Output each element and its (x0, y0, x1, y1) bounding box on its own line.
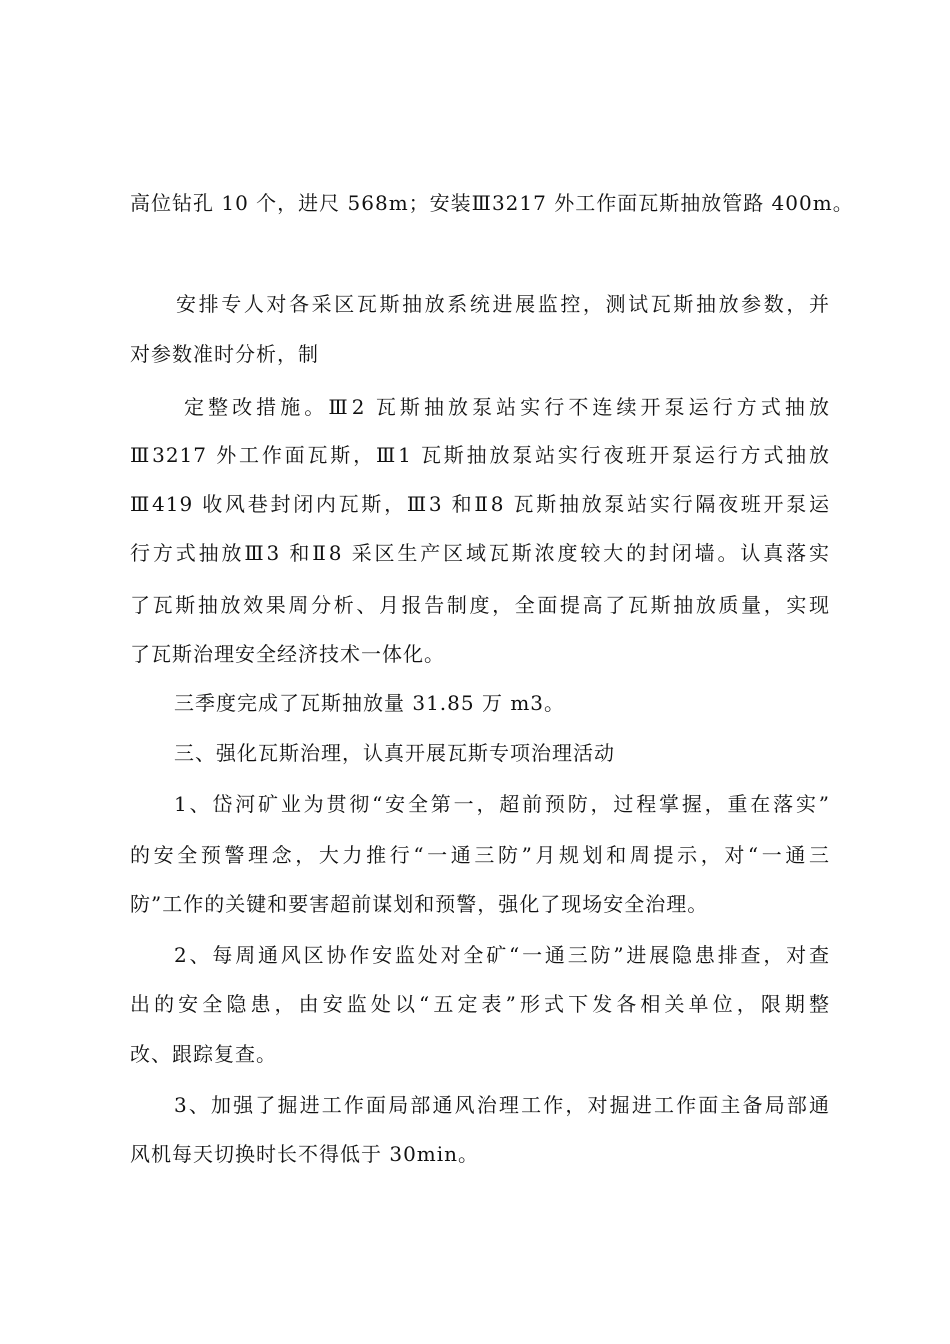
text-line-14: 防”工作的关键和要害超前谋划和预警，强化了现场安全治理。 (130, 892, 709, 916)
section-heading: 三、强化瓦斯治理，认真开展瓦斯专项治理活动 (174, 741, 615, 765)
text-line-16: 出的安全隐患，由安监处以“五定表”形式下发各相关单位，限期整 (130, 992, 830, 1016)
text-line-7: 行方式抽放Ⅲ3 和Ⅱ8 采区生产区域瓦斯浓度较大的封闭墙。认真落实 (130, 541, 830, 565)
text-line-1: 高位钻孔 10 个，进尺 568m；安装Ⅲ3217 外工作面瓦斯抽放管路 400m。 (130, 191, 854, 215)
text-line-18: 3、加强了掘进工作面局部通风治理工作，对掘进工作面主备局部通 (174, 1093, 830, 1117)
text-line-3: 对参数准时分析，制 (130, 342, 319, 366)
text-line-19: 风机每天切换时长不得低于 30min。 (130, 1142, 480, 1166)
text-line-12: 1、岱河矿业为贯彻“安全第一，超前预防，过程掌握，重在落实” (174, 792, 830, 816)
text-line-6: Ⅲ419 收风巷封闭内瓦斯，Ⅲ3 和Ⅱ8 瓦斯抽放泵站实行隔夜班开泵运 (130, 492, 830, 516)
text-line-2: 安排专人对各采区瓦斯抽放系统进展监控，测试瓦斯抽放参数，并 (176, 292, 830, 316)
text-line-17: 改、跟踪复查。 (130, 1042, 277, 1066)
text-line-13: 的安全预警理念，大力推行“一通三防”月规划和周提示，对“一通三 (130, 843, 830, 867)
text-line-4: 定整改措施。Ⅲ2 瓦斯抽放泵站实行不连续开泵运行方式抽放 (184, 395, 830, 419)
text-line-10: 三季度完成了瓦斯抽放量 31.85 万 m3。 (174, 691, 566, 715)
text-line-15: 2、每周通风区协作安监处对全矿“一通三防”进展隐患排查，对查 (174, 943, 830, 967)
text-line-8: 了瓦斯抽放效果周分析、月报告制度，全面提高了瓦斯抽放质量，实现 (130, 593, 830, 617)
text-line-5: Ⅲ3217 外工作面瓦斯，Ⅲ1 瓦斯抽放泵站实行夜班开泵运行方式抽放 (130, 443, 830, 467)
text-line-9: 了瓦斯治理安全经济技术一体化。 (130, 642, 445, 666)
